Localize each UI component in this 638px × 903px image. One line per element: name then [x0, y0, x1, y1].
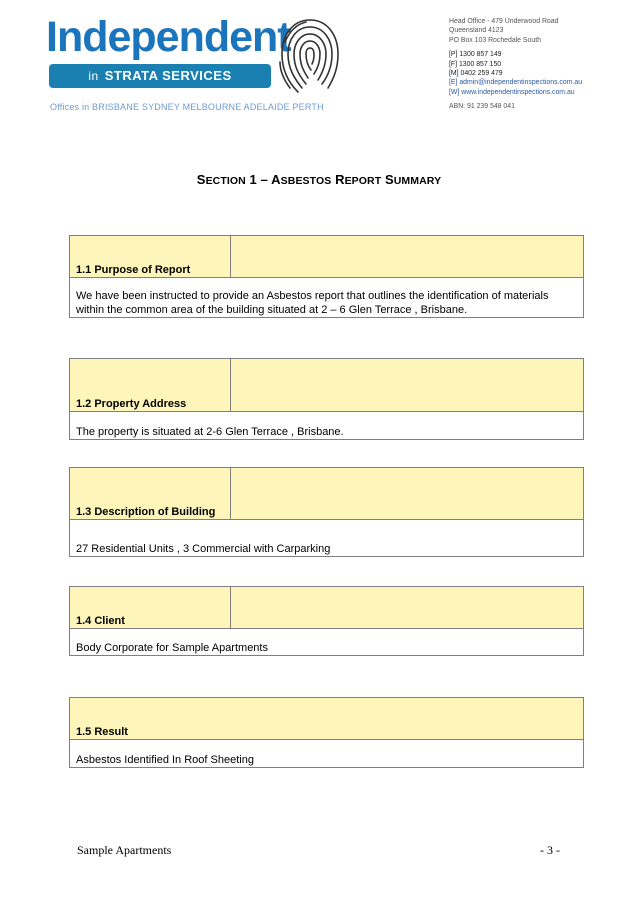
contact-address-2: Queensland 4123	[449, 27, 504, 35]
client-heading: 1.4 Client	[70, 587, 231, 629]
footer-document-name: Sample Apartments	[77, 843, 172, 857]
purpose-heading: 1.1 Purpose of Report	[70, 236, 231, 278]
contact-fax: [F] 1300 857 150	[449, 60, 502, 68]
purpose-body: We have been instructed to provide an Asbestos report that outlines the identification of materials within the common area of the building situated at 2 – 6 Glen Terrace , Brisbane.	[70, 278, 584, 318]
contact-address-3: PO Box 103 Rochedale South	[449, 36, 541, 44]
description-heading-blank	[231, 468, 584, 520]
fingerprint-icon	[276, 12, 344, 98]
footer-page-number: - 3 -	[540, 843, 560, 857]
purpose-table	[69, 235, 584, 318]
title-text: SBESTOS	[280, 175, 332, 187]
section-title	[0, 172, 638, 187]
purpose-heading-blank	[231, 236, 584, 278]
logo-sub-prefix: in	[88, 69, 99, 83]
company-logo-banner	[49, 64, 271, 88]
contact-website[interactable]: [W] www.independentinspections.com.au	[449, 88, 575, 96]
address-body: The property is situated at 2-6 Glen Terrace , Brisbane.	[70, 412, 584, 440]
result-heading: 1.5 Result	[70, 698, 584, 740]
title-text: 1 –	[245, 172, 272, 187]
contact-block	[449, 17, 582, 112]
logo-sub-main: STRATA SERVICES	[104, 68, 232, 83]
result-body: Asbestos Identified In Roof Sheeting	[70, 740, 584, 768]
title-text: R	[331, 172, 345, 187]
address-heading: 1.2 Property Address	[70, 359, 231, 412]
client-heading-blank	[231, 587, 584, 629]
title-text: ECTION	[205, 175, 246, 187]
contact-email[interactable]: [E] admin@independentinspections.com.au	[449, 79, 583, 87]
client-table	[69, 586, 584, 656]
result-table	[69, 697, 584, 768]
contact-phone: [P] 1300 857 149	[449, 51, 502, 59]
offices-line: Offices in BRISBANE SYDNEY MELBOURNE ADELAIDE PERTH	[50, 102, 324, 112]
contact-mobile: [M] 0402 259 479	[449, 70, 503, 78]
title-text: UMMARY	[393, 175, 442, 187]
title-text: EPORT	[344, 175, 382, 187]
contact-abn: ABN: 91 239 548 041	[449, 103, 515, 111]
description-table	[69, 467, 584, 557]
description-body: 27 Residential Units , 3 Commercial with Carparking	[70, 520, 584, 557]
address-table	[69, 358, 584, 440]
title-text: A	[271, 172, 281, 187]
contact-address-1: Head Office - 479 Underwood Road	[449, 18, 559, 25]
address-heading-blank	[231, 359, 584, 412]
title-text: S	[196, 172, 206, 187]
client-body: Body Corporate for Sample Apartments	[70, 629, 584, 656]
title-text: S	[381, 172, 394, 187]
description-heading: 1.3 Description of Building	[70, 468, 231, 520]
company-logo-wordmark: Independent	[46, 13, 291, 61]
